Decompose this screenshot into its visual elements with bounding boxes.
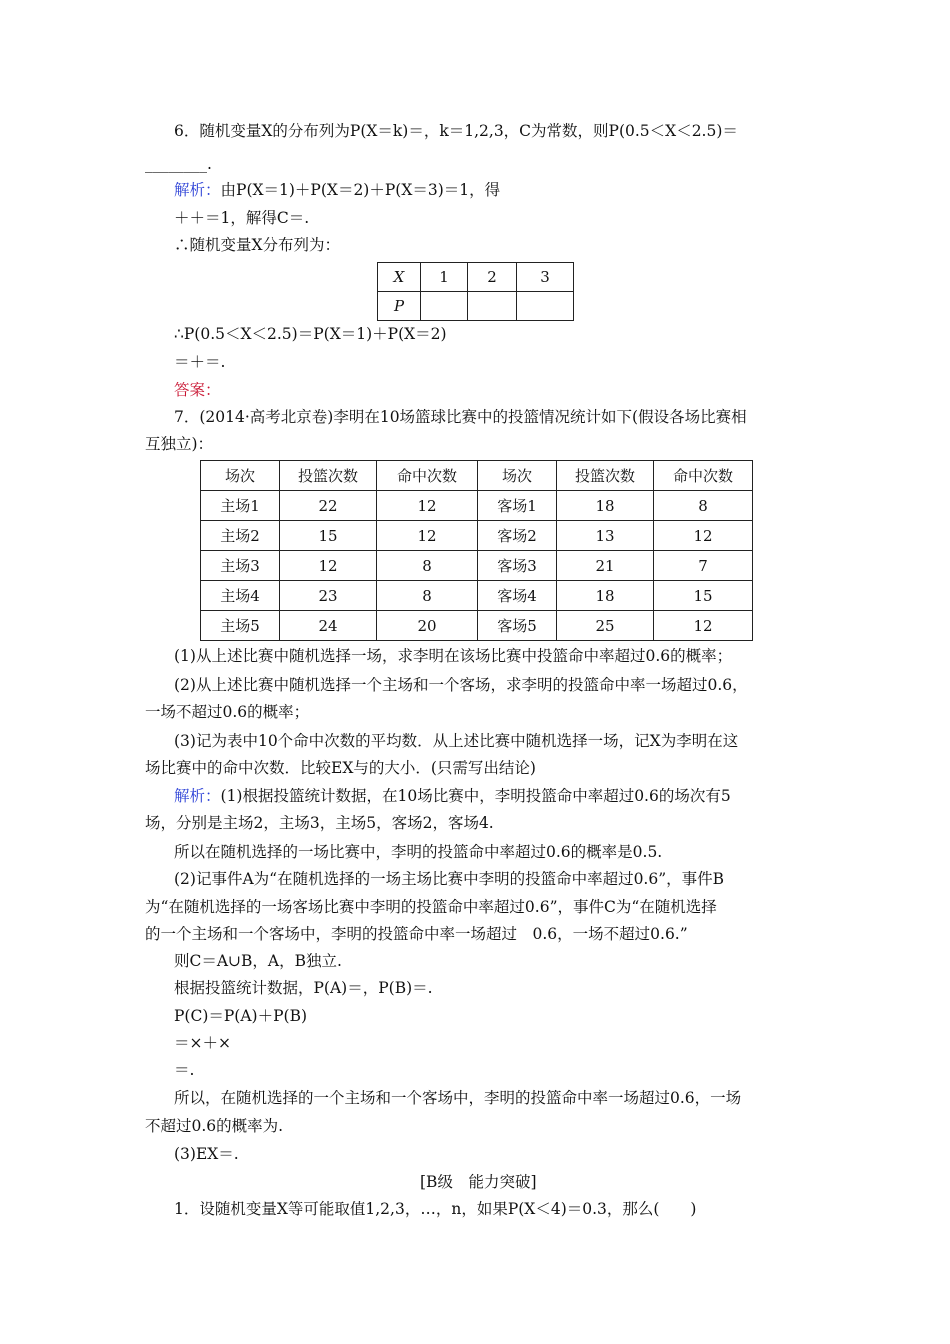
section-b-q1: 1．设随机变量X等可能取值1,2,3，…，n，如果P(X＜4)＝0.3，那么( )	[174, 1200, 697, 1218]
q7-sol2-line7: ＝×＋×	[174, 1034, 231, 1052]
q7-jiexi	[174, 786, 731, 806]
table-cell: 23	[280, 581, 377, 611]
q7-part3-line1: (3)记为表中10个命中次数的平均数．从上述比赛中随机选择一场，记X为李明在这	[174, 732, 739, 750]
table-row	[201, 491, 753, 521]
table-cell: 15	[280, 521, 377, 551]
table-cell: P	[378, 292, 421, 321]
table-cell	[517, 292, 574, 321]
table-cell: 1	[421, 263, 468, 292]
q7-sol2-line9: 所以，在随机选择的一个主场和一个客场中，李明的投篮命中率一场超过0.6，一场	[174, 1089, 742, 1107]
table-cell: 13	[557, 521, 654, 551]
q7-part2-line2: 一场不超过0.6的概率；	[145, 703, 310, 721]
q7-sol2-line6: P(C)＝P(A)＋P(B)	[174, 1007, 308, 1025]
table-cell: 客场5	[478, 611, 557, 641]
table-header-cell: 场次	[201, 461, 280, 491]
q6-stem-line1: 6．随机变量X的分布列为P(X＝k)＝，k＝1,2,3，C为常数，则P(0.5＜X＜2.5)＝	[174, 122, 738, 140]
table-row	[378, 263, 574, 292]
q6-distribution-table	[377, 262, 574, 321]
table-cell: 主场3	[201, 551, 280, 581]
table-row	[201, 611, 753, 641]
table-cell: 12	[654, 611, 753, 641]
table-cell: 客场1	[478, 491, 557, 521]
table-cell: 22	[280, 491, 377, 521]
table-cell: 25	[557, 611, 654, 641]
q7-sol1-line3: 所以在随机选择的一场比赛中，李明的投篮命中率超过0.6的概率是0.5.	[174, 843, 663, 861]
q7-stats-table	[200, 460, 753, 641]
table-cell: 主场5	[201, 611, 280, 641]
table-cell: 12	[280, 551, 377, 581]
table-row	[201, 551, 753, 581]
q7-sol2-line4: 则C＝A∪B，A，B独立.	[174, 952, 342, 970]
q7-stem-line2: 互独立)：	[145, 435, 214, 453]
table-cell: 主场4	[201, 581, 280, 611]
table-row	[378, 292, 574, 321]
q6-jiexi-text: 由P(X＝1)＋P(X＝2)＋P(X＝3)＝1，得	[220, 181, 501, 199]
table-header-cell: 投篮次数	[557, 461, 654, 491]
q6-line3: ∴随机变量X分布列为：	[174, 236, 341, 254]
table-cell: 15	[654, 581, 753, 611]
table-header-cell: 命中次数	[377, 461, 478, 491]
table-cell: 主场2	[201, 521, 280, 551]
q7-part1: (1)从上述比赛中随机选择一场，求李明在该场比赛中投篮命中率超过0.6的概率；	[174, 647, 733, 665]
table-row	[201, 521, 753, 551]
table-cell: 18	[557, 491, 654, 521]
q7-stem-line1: 7．(2014·高考北京卷)李明在10场篮球比赛中的投篮情况统计如下(假设各场比赛相	[174, 408, 747, 426]
table-cell: 2	[468, 263, 517, 292]
q7-sol2-line3: 的一个主场和一个客场中，李明的投篮命中率一场超过 0.6，一场不超过0.6.”	[145, 925, 688, 943]
q7-jiexi-label: 解析：	[174, 787, 221, 805]
table-cell: 8	[377, 551, 478, 581]
table-row	[201, 461, 753, 491]
table-cell: 12	[377, 491, 478, 521]
table-cell: 24	[280, 611, 377, 641]
q6-line2: ＋＋＝1，解得C＝.	[174, 209, 310, 227]
section-b-title: [B级 能力突破]	[420, 1173, 537, 1191]
table-cell: 客场2	[478, 521, 557, 551]
q7-part2-line1: (2)从上述比赛中随机选择一个主场和一个客场，求李明的投篮命中率一场超过0.6，	[174, 676, 748, 694]
q6-jiexi	[174, 180, 500, 200]
table-cell: 主场1	[201, 491, 280, 521]
q6-stem-line2: ________.	[145, 155, 212, 173]
table-cell: 3	[517, 263, 574, 292]
q6-line5: ＝＋＝.	[174, 353, 226, 371]
table-cell: 21	[557, 551, 654, 581]
table-row	[201, 581, 753, 611]
table-cell: 8	[377, 581, 478, 611]
q6-answer-label: 答案：	[174, 381, 221, 399]
table-header-cell: 场次	[478, 461, 557, 491]
table-cell: 8	[654, 491, 753, 521]
table-cell: 客场4	[478, 581, 557, 611]
q6-line4: ∴P(0.5＜X＜2.5)＝P(X＝1)＋P(X＝2)	[174, 325, 447, 343]
table-header-cell: 投篮次数	[280, 461, 377, 491]
q7-sol3: (3)EX＝.	[174, 1145, 239, 1163]
table-cell: 7	[654, 551, 753, 581]
table-cell: 20	[377, 611, 478, 641]
q7-sol2-line2: 为“在随机选择的一场客场比赛中李明的投篮命中率超过0.6”，事件C为“在随机选择	[145, 898, 717, 916]
table-cell: X	[378, 263, 421, 292]
table-cell	[468, 292, 517, 321]
table-header-cell: 命中次数	[654, 461, 753, 491]
q7-part3-line2: 场比赛中的命中次数．比较EX与的大小．(只需写出结论)	[145, 759, 536, 777]
q7-sol1-line2: 场，分别是主场2，主场3，主场5，客场2，客场4.	[145, 814, 494, 832]
q7-sol2-line5: 根据投篮统计数据，P(A)＝，P(B)＝.	[174, 979, 433, 997]
table-cell	[421, 292, 468, 321]
table-cell: 12	[377, 521, 478, 551]
table-cell: 18	[557, 581, 654, 611]
q7-sol2-line1: (2)记事件A为“在随机选择的一场主场比赛中李明的投篮命中率超过0.6”，事件B	[174, 870, 725, 888]
q7-sol2-line10: 不超过0.6的概率为.	[145, 1117, 284, 1135]
table-cell: 客场3	[478, 551, 557, 581]
q6-jiexi-label: 解析：	[174, 181, 221, 199]
table-cell: 12	[654, 521, 753, 551]
q7-sol1-line1: (1)根据投篮统计数据，在10场比赛中，李明投篮命中率超过0.6的场次有5	[220, 787, 731, 805]
q7-sol2-line8: ＝.	[174, 1061, 195, 1079]
